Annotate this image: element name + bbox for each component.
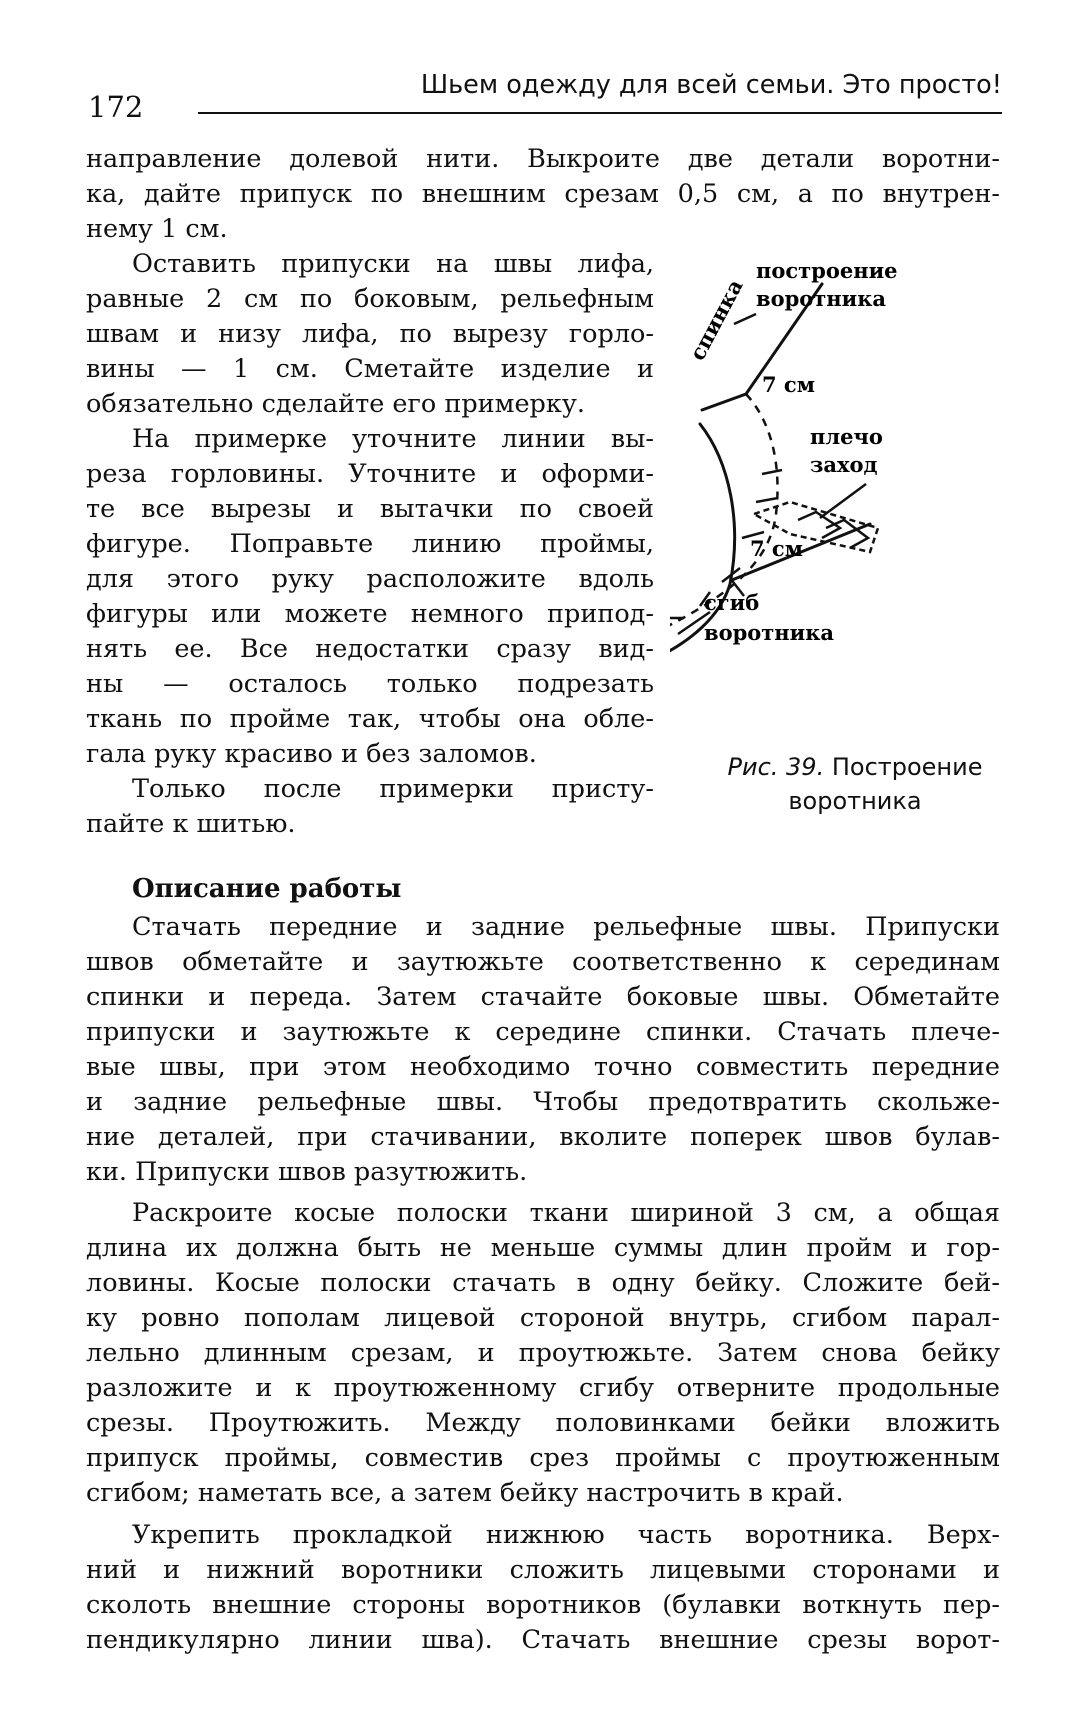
text-line: длина их должна быть не меньше суммы длин пройм и гор- — [86, 1233, 1000, 1263]
text-line: пайте к шитью. — [86, 809, 296, 839]
text-line: направление долевой нити. Выкроите две детали воротни- — [86, 144, 1000, 174]
text-line: равные 2 см по боковым, рельефным — [86, 284, 654, 314]
text-line: срезы. Проутюжить. Между половинками бейки вложить — [86, 1408, 1000, 1438]
bias-binding-paragraph — [86, 1196, 1000, 1511]
text-line: лельно длинным срезам, и проутюжьте. Затем снова бейку — [86, 1338, 1000, 1368]
text-line: ние деталей, при стачивании, вколите поперек швов булав- — [86, 1122, 1000, 1152]
text-line: ловины. Косые полоски стачать в одну бейку. Сложите бей- — [86, 1268, 1000, 1298]
label-shoulder-line2: заход — [810, 452, 878, 477]
collar-construction-figure — [670, 262, 1010, 722]
collar-paragraph — [86, 1518, 1000, 1658]
text-line: сгибом; наметать все, а затем бейку настрочить в край. — [86, 1478, 844, 1508]
text-line: припуск проймы, совместив срез проймы с проутюженным — [86, 1443, 1000, 1473]
caption-number: Рис. 39. — [727, 753, 825, 781]
intro-paragraph — [86, 142, 1000, 247]
text-line: вины — 1 см. Сметайте изделие и — [86, 354, 654, 384]
text-line: спинки и переда. Затем стачайте боковые швы. Обметайте — [86, 982, 1000, 1012]
caption-text-line2: воротника — [788, 787, 922, 815]
text-line: ки. Припуски швов разутюжить. — [86, 1157, 528, 1187]
after-fitting-paragraph — [86, 772, 654, 842]
label-back: спинка — [684, 275, 748, 365]
text-line: нему 1 см. — [86, 214, 228, 244]
pointer-line — [820, 484, 866, 518]
text-line: ка, дайте припуск по внешним срезам 0,5 см, а по внутрен- — [86, 179, 1000, 209]
work-description-paragraph — [86, 910, 1000, 1190]
label-construction-line1: построение — [756, 262, 898, 283]
label-fold-line1: сгиб — [704, 590, 760, 615]
text-line: гала руку красиво и без заломов. — [86, 739, 537, 769]
caption-text-line1: Построение — [831, 753, 983, 781]
text-line: ку ровно пополам лицевой стороной внутрь, сгибом парал- — [86, 1303, 1000, 1333]
text-line: Стачать передние и задние рельефные швы. Припуски — [132, 912, 1000, 942]
text-line: реза горловины. Уточните и оформи- — [86, 459, 654, 489]
label-shoulder-line1: плечо — [810, 424, 883, 449]
header-rule — [198, 112, 1002, 114]
running-title: Шьем одежду для всей семьи. Это просто! — [420, 70, 1002, 100]
text-line: швам и низу лифа, по вырезу горло- — [86, 319, 654, 349]
text-line: те все вырезы и вытачки по своей — [86, 494, 654, 524]
text-line: фигуры или можете немного припод- — [86, 599, 654, 629]
text-line: ний и нижний воротники сложить лицевыми сторонами и — [86, 1555, 1000, 1585]
text-line: Только после примерки присту- — [132, 774, 654, 804]
text-line: обязательно сделайте его примерку. — [86, 389, 585, 419]
text-line: Оставить припуски на швы лифа, — [132, 249, 654, 279]
text-line: разложите и к проутюженному сгибу отверните продольные — [86, 1373, 1000, 1403]
label-7cm-top: 7 см — [762, 372, 815, 397]
section-heading: Описание работы — [132, 874, 402, 904]
text-line: вые швы, при этом необходимо точно совместить передние — [86, 1052, 1000, 1082]
text-line: Раскроите косые полоски ткани шириной 3 см, а общая — [132, 1198, 1000, 1228]
figure-caption — [700, 750, 1010, 818]
text-line: фигуре. Поправьте линию проймы, — [86, 529, 654, 559]
label-construction-line2: воротника — [756, 286, 887, 311]
tick-mark — [756, 498, 778, 502]
text-line: швов обметайте и заутюжьте соответственно к серединам — [86, 947, 1000, 977]
text-line: На примерке уточните линии вы- — [132, 424, 654, 454]
text-line: ны — осталось только подрезать — [86, 669, 654, 699]
pointer-line — [734, 314, 756, 324]
collar-diagram — [670, 262, 1010, 722]
text-line: и задние рельефные швы. Чтобы предотвратить скольже- — [86, 1087, 1000, 1117]
fitting-paragraph — [86, 422, 654, 772]
page-number: 172 — [88, 90, 144, 124]
seams-paragraph — [86, 247, 654, 422]
label-7cm-bottom: 7 см — [750, 536, 803, 561]
text-line: припуски и заутюжьте к середине спинки. Стачать плече- — [86, 1017, 1000, 1047]
label-fold-line2: воротника — [704, 620, 835, 645]
tick-mark — [762, 470, 782, 474]
text-line: для этого руку расположите вдоль — [86, 564, 654, 594]
text-line: ткань по пройме так, чтобы она обле- — [86, 704, 654, 734]
text-line: нять ее. Все недостатки сразу вид- — [86, 634, 654, 664]
text-line: сколоть внешние стороны воротников (булавки воткнуть пер- — [86, 1590, 1000, 1620]
page-header — [0, 62, 1070, 122]
text-line: пендикулярно линии шва). Стачать внешние срезы ворот- — [86, 1625, 1000, 1655]
text-line: Укрепить прокладкой нижнюю часть воротника. Верх- — [132, 1520, 1000, 1550]
